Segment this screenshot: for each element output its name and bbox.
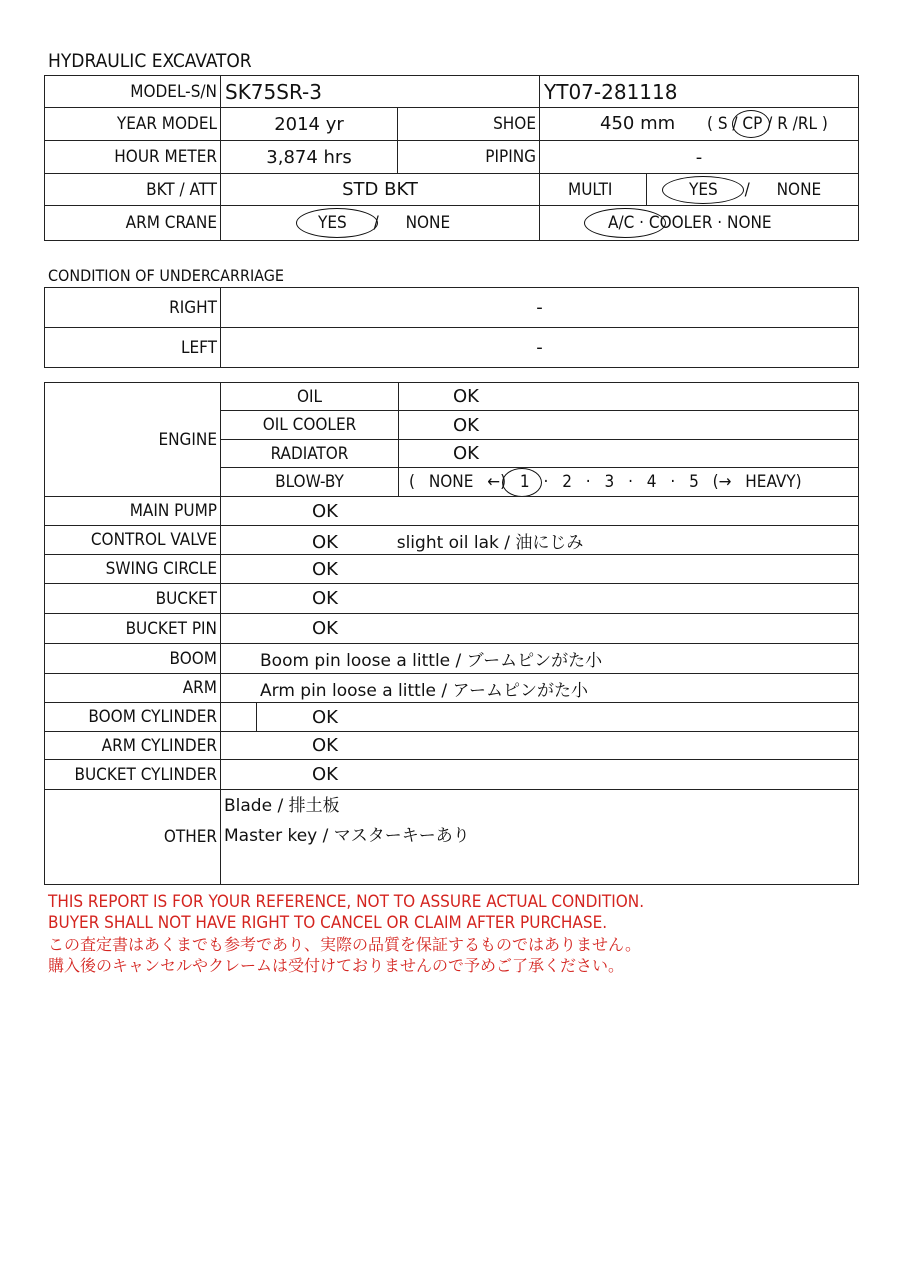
boomcyl-value: OK bbox=[257, 703, 859, 732]
oilcooler-value: OK bbox=[399, 411, 859, 440]
multi-selection-circle bbox=[662, 176, 744, 204]
bucketcyl-label: BUCKET CYLINDER bbox=[45, 760, 221, 790]
other-line-1: Blade / 排土板 bbox=[224, 796, 340, 816]
oil-value: OK bbox=[399, 383, 859, 411]
armcrane-selection-circle bbox=[296, 208, 378, 238]
undercarriage-left-label: LEFT bbox=[45, 328, 221, 368]
undercarriage-right-label: RIGHT bbox=[45, 288, 221, 328]
aircon-cell bbox=[540, 206, 859, 241]
disclaimer-line-2: BUYER SHALL NOT HAVE RIGHT TO CANCEL OR CLAIM AFTER PURCHASE. bbox=[48, 913, 608, 933]
blowby-label: BLOW-BY bbox=[221, 468, 399, 497]
hour-value: 3,874 hrs bbox=[221, 141, 398, 174]
undercarriage-right-value: - bbox=[221, 288, 859, 328]
aircon-options: A/C · COOLER · NONE bbox=[608, 213, 772, 233]
hour-label: HOUR METER bbox=[45, 141, 221, 174]
boomcyl-label: BOOM CYLINDER bbox=[45, 703, 221, 732]
boom-label: BOOM bbox=[45, 644, 221, 674]
shoe-value: 450 mm bbox=[600, 113, 676, 134]
other-line-2: Master key / マスターキーあり bbox=[224, 826, 470, 846]
controlvalve-value: OK bbox=[312, 531, 338, 553]
shoe-cell bbox=[540, 108, 859, 141]
year-label: YEAR MODEL bbox=[45, 108, 221, 141]
swing-value: OK bbox=[221, 555, 859, 584]
arm-value: Arm pin loose a little / アームピンがた小 bbox=[221, 674, 859, 703]
armcyl-label: ARM CYLINDER bbox=[45, 732, 221, 760]
bucket-label: BUCKET bbox=[45, 584, 221, 614]
mainpump-value: OK bbox=[221, 497, 859, 526]
mainpump-label: MAIN PUMP bbox=[45, 497, 221, 526]
radiator-value: OK bbox=[399, 440, 859, 468]
serial-value: YT07-281118 bbox=[540, 76, 859, 108]
controlvalve-label: CONTROL VALVE bbox=[45, 526, 221, 555]
arm-label: ARM bbox=[45, 674, 221, 703]
piping-label: PIPING bbox=[398, 141, 540, 174]
radiator-label: RADIATOR bbox=[221, 440, 399, 468]
shoe-label: SHOE bbox=[398, 108, 540, 141]
bucketcyl-value: OK bbox=[221, 760, 859, 790]
document-title: HYDRAULIC EXCAVATOR bbox=[48, 50, 252, 72]
swing-label: SWING CIRCLE bbox=[45, 555, 221, 584]
inspection-table bbox=[44, 382, 859, 885]
disclaimer-line-1: THIS REPORT IS FOR YOUR REFERENCE, NOT TO ASSURE ACTUAL CONDITION. bbox=[48, 892, 645, 912]
model-value: SK75SR-3 bbox=[221, 76, 540, 108]
armcyl-value: OK bbox=[221, 732, 859, 760]
undercarriage-title: CONDITION OF UNDERCARRIAGE bbox=[48, 266, 284, 285]
disclaimer-line-4: 購入後のキャンセルやクレームは受付けておりませんので予めご了承ください。 bbox=[48, 956, 625, 975]
boom-value: Boom pin loose a little / ブームピンがた小 bbox=[221, 644, 859, 674]
bkt-value: STD BKT bbox=[221, 174, 540, 206]
armcrane-label: ARM CRANE bbox=[45, 206, 221, 241]
controlvalve-cell bbox=[221, 526, 859, 555]
disclaimer-line-3: この査定書はあくまでも参考であり、実際の品質を保証するものではありません。 bbox=[48, 935, 641, 954]
machine-info-table bbox=[44, 75, 859, 241]
blowby-scale: ( NONE ←) 1 · 2 · 3 · 4 · 5 (→ HEAVY) bbox=[409, 472, 802, 492]
other-cell bbox=[221, 790, 859, 885]
oilcooler-label: OIL COOLER bbox=[221, 411, 399, 440]
oil-label: OIL bbox=[221, 383, 399, 411]
shoe-selection-circle bbox=[732, 110, 770, 138]
multi-label: MULTI bbox=[540, 174, 647, 206]
other-label: OTHER bbox=[45, 790, 221, 885]
multi-options: YES / NONE bbox=[689, 180, 822, 200]
engine-label: ENGINE bbox=[45, 383, 221, 497]
model-label: MODEL-S/N bbox=[45, 76, 221, 108]
piping-value: - bbox=[540, 141, 859, 174]
shoe-options: ( S / CP / R /RL ) bbox=[707, 114, 828, 134]
blowby-selection-circle bbox=[502, 468, 542, 497]
armcrane-cell bbox=[221, 206, 540, 241]
blowby-cell bbox=[399, 468, 859, 497]
bucketpin-label: BUCKET PIN bbox=[45, 614, 221, 644]
controlvalve-note: slight oil lak / 油にじみ bbox=[396, 532, 584, 553]
bucket-value: OK bbox=[221, 584, 859, 614]
bkt-label: BKT / ATT bbox=[45, 174, 221, 206]
undercarriage-left-value: - bbox=[221, 328, 859, 368]
armcrane-options: YES / NONE bbox=[318, 213, 451, 233]
year-value: 2014 yr bbox=[221, 108, 398, 141]
aircon-selection-circle bbox=[584, 208, 666, 238]
multi-cell bbox=[647, 174, 859, 206]
boomcyl-spacer bbox=[221, 703, 257, 732]
undercarriage-table bbox=[44, 287, 859, 368]
bucketpin-value: OK bbox=[221, 614, 859, 644]
